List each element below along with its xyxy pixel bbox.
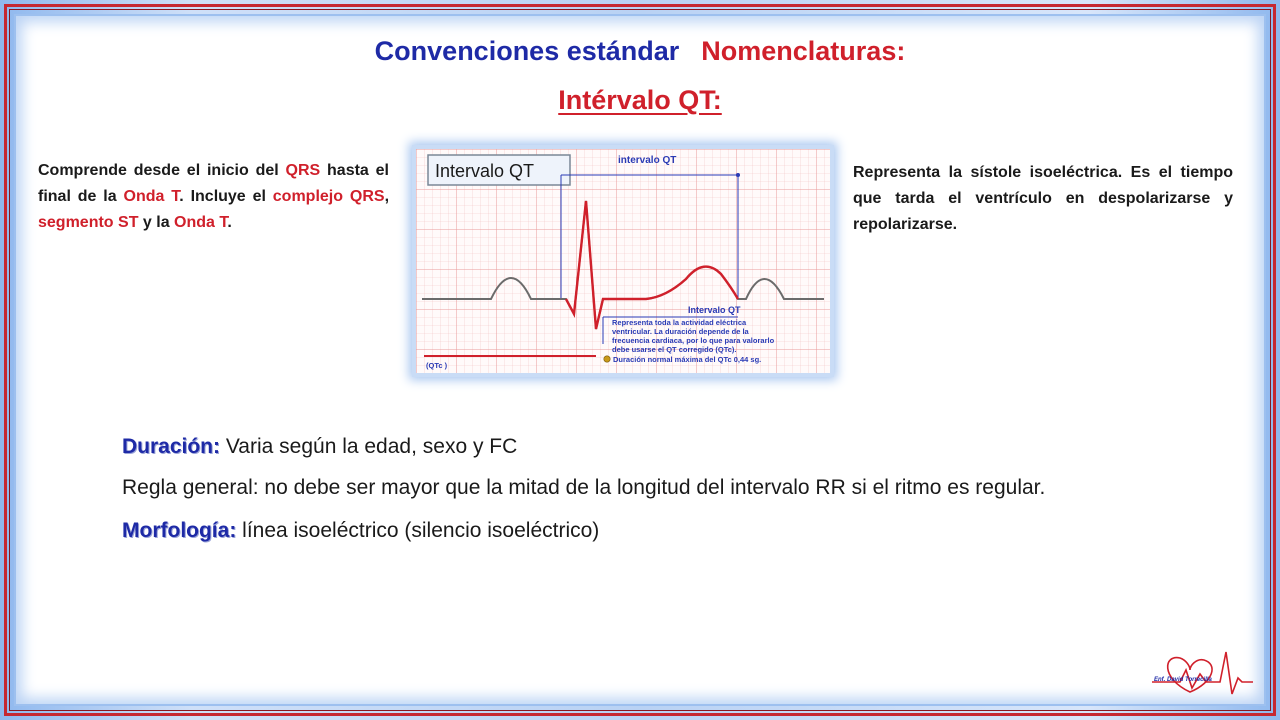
qt-details [122, 430, 1098, 548]
logo-text: Enf. David Torrecilla [1154, 677, 1212, 683]
desc-text: Comprende desde el inicio del [38, 162, 286, 179]
desc-text: hasta el final de la [38, 162, 390, 205]
qt-caption-line: debe usarse el QT corregido (QTc). [612, 345, 737, 354]
highlight-qrs: QRS [285, 162, 321, 179]
highlight-onda-t: Onda T [174, 214, 228, 231]
duration-row [122, 430, 1098, 464]
qtc-label: (QTc ) [426, 361, 448, 370]
desc-text: . Incluye el [179, 188, 273, 205]
qt-caption-line: ventricular. La duración depende de la [612, 327, 749, 336]
bullet-icon [604, 356, 610, 362]
duration-text: Varia según la edad, sexo y FC [220, 435, 518, 458]
duration-label: Duración: [122, 435, 221, 458]
desc-text: . [227, 214, 232, 231]
general-rule: Regla general: no debe ser mayor que la mitad de la longitud del intervalo RR si el ritmo es regular. [122, 476, 1046, 499]
slide-subtitle [0, 85, 1280, 116]
morphology-label: Morfología: [122, 519, 237, 542]
qt-caption-line: frecuencia cardiaca, por lo que para valorarlo [612, 336, 775, 345]
subtitle-qt-interval: Intérvalo QT: [558, 85, 722, 115]
desc-text: y la [138, 214, 175, 231]
desc-text: , [384, 188, 390, 205]
title-conventions: Convenciones estándar [374, 36, 680, 66]
qt-inner-label: Intervalo QT [688, 305, 741, 315]
ecg-qt-figure [412, 145, 834, 377]
heart-ecg-logo-icon [1150, 648, 1255, 698]
morphology-text: línea isoeléctrico (silencio isoeléctrico) [236, 519, 600, 542]
highlight-segmento-st: segmento ST [38, 214, 139, 231]
ecg-header-label: Intervalo QT [435, 161, 535, 181]
qt-caption-line: Representa toda la actividad eléctrica [612, 318, 747, 327]
highlight-complejo-qrs: complejo QRS [272, 188, 385, 205]
qt-top-label: intervalo QT [618, 155, 677, 166]
highlight-onda-t: Onda T [123, 188, 180, 205]
title-nomenclatures: Nomenclaturas: [701, 36, 906, 66]
left-description [38, 158, 389, 236]
slide-title [0, 36, 1280, 67]
right-description: Representa la sístole isoeléctrica. Es el tiempo que tarda el ventrículo en despolarizarse y repolarizarse. [853, 164, 1233, 233]
morphology-row [122, 514, 1098, 548]
author-logo [1150, 648, 1255, 698]
qtc-normal-value: Duración normal máxima del QTc 0,44 sg. [613, 355, 762, 364]
ecg-diagram [416, 149, 830, 373]
